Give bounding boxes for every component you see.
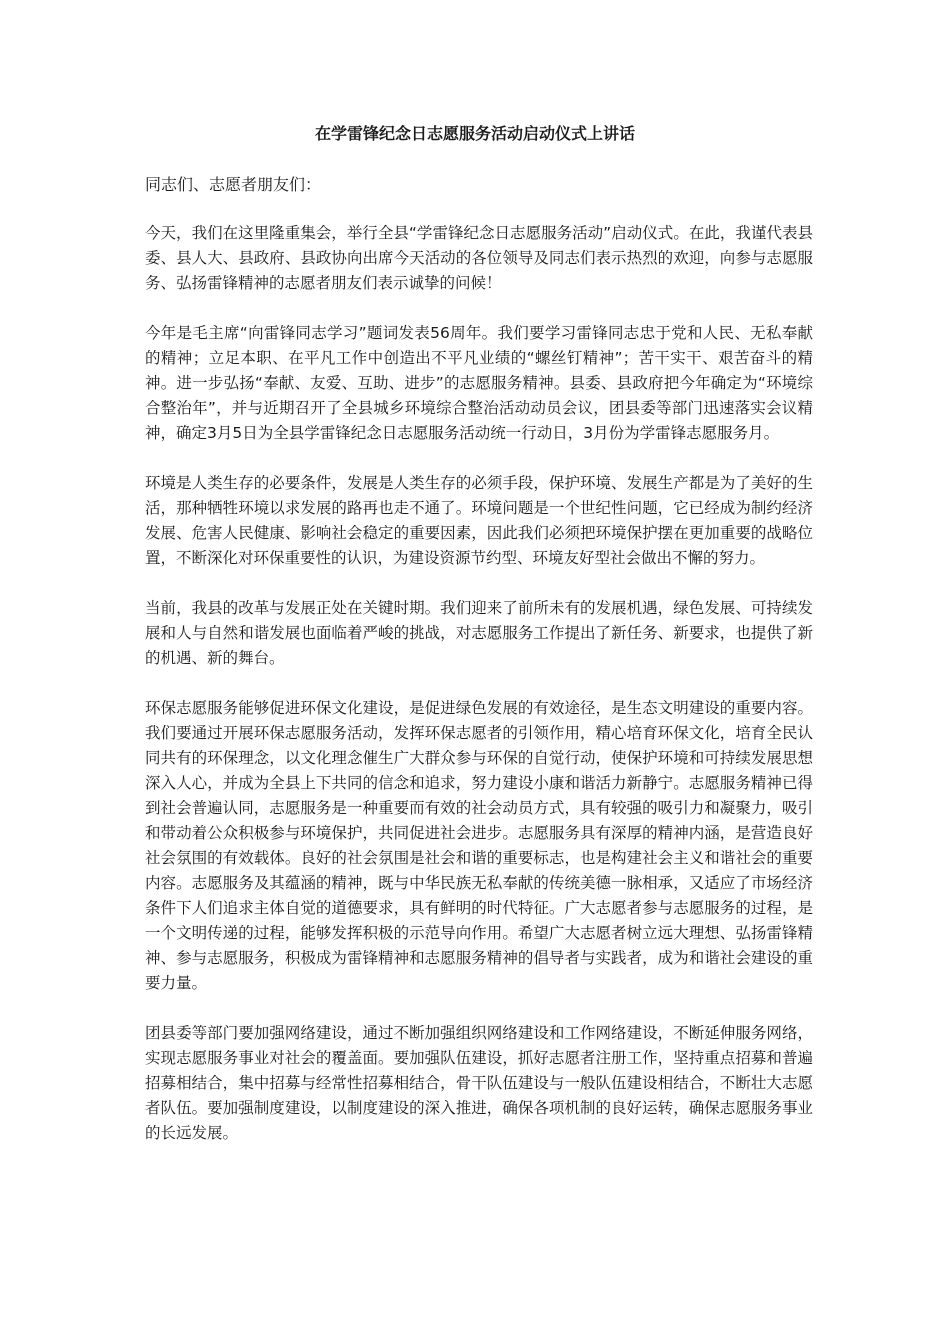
paragraph-3: 环境是人类生存的必要条件，发展是人类生存的必须手段，保护环境、发展生产都是为了美好的生活，那种牺牲环境以求发展的路再也走不通了。环境问题是一个世纪性问题，它已经成为制约经济发展、危害人民健康、影响社会稳定的重要因素，因此我们必须把环境保护摆在更加重要的战略位置，不断深化对环保重要性的认识，为建设资源节约型、环境友好型社会做出不懈的努力。 <box>145 474 813 567</box>
paragraph-6: 团县委等部门要加强网络建设，通过不断加强组织网络建设和工作网络建设，不断延伸服务网络，实现志愿服务事业对社会的覆盖面。要加强队伍建设，抓好志愿者注册工作，坚持重点招募和普遍招募相结合，集中招募与经常性招募相结合，骨干队伍建设与一般队伍建设相结合，不断壮大志愿者队伍。要加强制度建设，以制度建设的深入推进，确保各项机制的良好运转，确保志愿服务事业的长远发展。 <box>145 1024 813 1142</box>
paragraph-4: 当前，我县的改革与发展正处在关键时期。我们迎来了前所未有的发展机遇，绿色发展、可持续发展和人与自然和谐发展也面临着严峻的挑战，对志愿服务工作提出了新任务、新要求，也提供了新的机遇、新的舞台。 <box>145 599 813 667</box>
document-body <box>145 172 813 1171</box>
document-title: 在学雷锋纪念日志愿服务活动启动仪式上讲话 <box>314 124 635 143</box>
salutation: 同志们、志愿者朋友们： <box>145 175 322 194</box>
paragraph-5: 环保志愿服务能够促进环保文化建设，是促进绿色发展的有效途径，是生态文明建设的重要内容。我们要通过开展环保志愿服务活动，发挥环保志愿者的引领作用，精心培育环保文化，培育全民认同共有的环保理念，以文化理念催生广大群众参与环保的自觉行动，使保护环境和可持续发展思想深入人心，并成为全县上下共同的信念和追求，努力建设小康和谐活力新静宁。志愿服务精神已得到社会普遍认同，志愿服务是一种重要而有效的社会动员方式，具有较强的吸引力和凝聚力，吸引和带动着公众积极参与环境保护，共同促进社会进步。志愿服务具有深厚的精神内涵，是营造良好社会氛围的有效载体。良好的社会氛围是社会和谐的重要标志，也是构建社会主义和谐社会的重要内容。志愿服务及其蕴涵的精神，既与中华民族无私奉献的传统美德一脉相承，又适应了市场经济条件下人们追求主体自觉的道德要求，具有鲜明的时代特征。广大志愿者参与志愿服务的过程，是一个文明传递的过程，能够发挥积极的示范导向作用。希望广大志愿者树立远大理想、弘扬雷锋精神、参与志愿服务，积极成为雷锋精神和志愿服务精神的倡导者与实践者，成为和谐社会建设的重要力量。 <box>145 699 813 992</box>
paragraph-1: 今天，我们在这里隆重集会，举行全县“学雷锋纪念日志愿服务活动”启动仪式。在此，我谨代表县委、县人大、县政府、县政协向出席今天活动的各位领导及同志们表示热烈的欢迎，向参与志愿服务、弘扬雷锋精神的志愿者朋友们表示诚挚的问候！ <box>145 224 813 292</box>
paragraph-2: 今年是毛主席“向雷锋同志学习”题词发表56周年。我们要学习雷锋同志忠于党和人民、无私奉献的精神；立足本职、在平凡工作中创造出不平凡业绩的“螺丝钉精神”；苦干实干、艰苦奋斗的精神。进一步弘扬“奉献、友爱、互助、进步”的志愿服务精神。县委、县政府把今年确定为“环境综合整治年”，并与近期召开了全县城乡环境综合整治活动动员会议，团县委等部门迅速落实会议精神，确定3月5日为全县学雷锋纪念日志愿服务活动统一行动日，3月份为学雷锋志愿服务月。 <box>145 324 813 442</box>
